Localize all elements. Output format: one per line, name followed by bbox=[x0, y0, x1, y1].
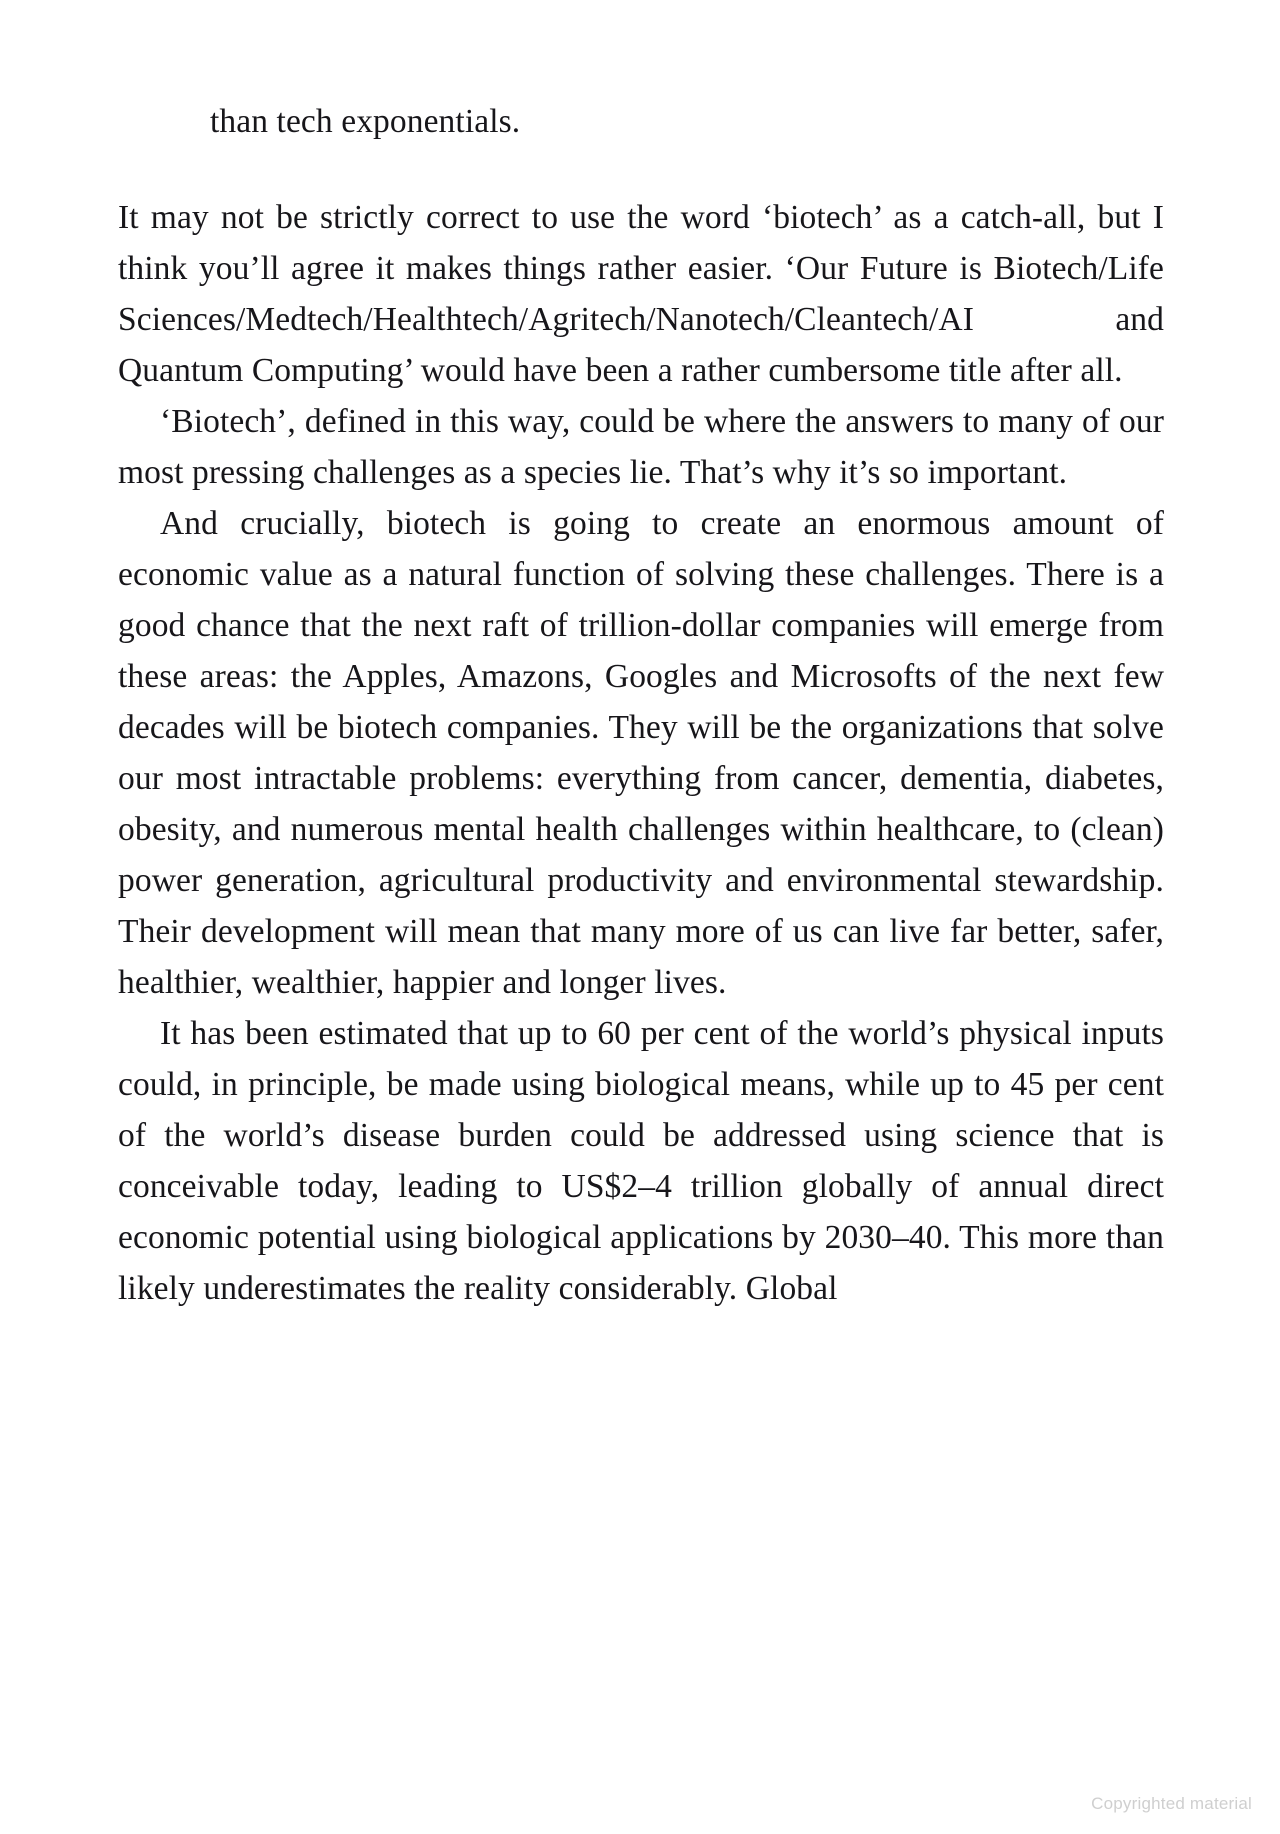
paragraph-1: It may not be strictly correct to use the word ‘biotech’ as a catch-all, but I think you’ll agree it makes things rather easier. ‘Our Future is Biotech/Life Sciences/Medtech/Healthtech/Agritech/Nanotech/Cleantech/AI and Quantum Computing’ would have been a rather cumbersome title after all. bbox=[118, 199, 1164, 389]
paragraph-3: And crucially, biotech is going to create an enormous amount of economic value as a natural function of solving these challenges. There is a good chance that the next raft of trillion-dollar companies will emerge from these areas: the Apples, Amazons, Googles and Microsofts of the next few decades will be biotech companies. They will be the organizations that solve our most intractable problems: everything from cancer, dementia, diabetes, obesity, and numerous mental health challenges within healthcare, to (clean) power generation, agricultural productivity and environmental stewardship. Their development will mean that many more of us can live far better, safer, healthier, wealthier, happier and longer lives. bbox=[118, 505, 1164, 1001]
body-text-column bbox=[118, 96, 1164, 1314]
paragraph-2: ‘Biotech’, defined in this way, could be where the answers to many of our most pressing challenges as a species lie. That’s why it’s so important. bbox=[118, 403, 1164, 491]
paragraph-4: It has been estimated that up to 60 per cent of the world’s physical inputs could, in principle, be made using biological means, while up to 45 per cent of the world’s disease burden could be addressed using science that is conceivable today, leading to US$2–4 trillion globally of annual direct economic potential using biological applications by 2030–40. This more than likely underestimates the reality considerably. Global bbox=[118, 1015, 1164, 1307]
copyright-watermark: Copyrighted material bbox=[1091, 1794, 1252, 1813]
continuation-line: than tech exponentials. bbox=[210, 103, 521, 140]
